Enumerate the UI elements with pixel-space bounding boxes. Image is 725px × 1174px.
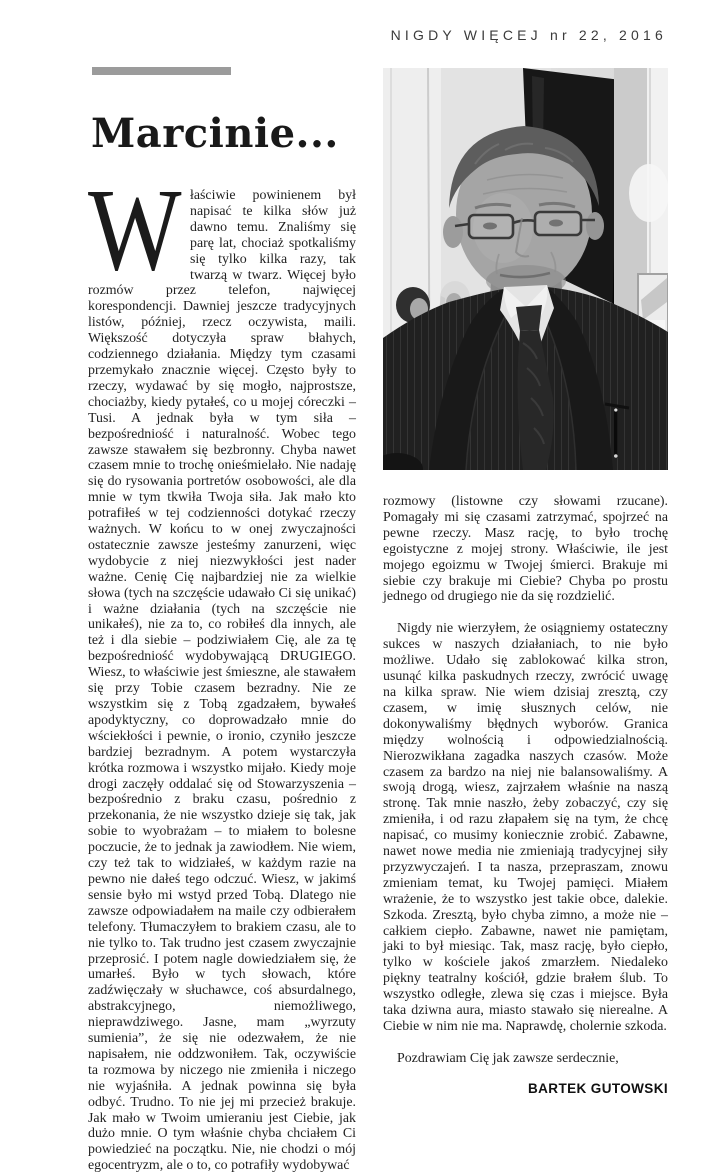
opening-paragraph-text: łaściwie powinienem był napisać te kilka słów już dawno temu. Znaliśmy się parę lat, chociaż spotkaliśmy się tylko kilka razy, tak twarzą w twarz. Więcej było rozmów przez telefon, najwięcej korespondencji. Dawniej jeszcze tradycyjnych listów, później, rzecz oczywista, maili. Większość dotyczyła spraw błahych, codziennego działania. Między tym czasami przemykało znacznie więcej. Często były to rzeczy, wydawać by się mogło, najprostsze, chociażby, kiedy pytałeś, co u mojej córeczki – Tusi. A jednak była w tym siła – bezpośredniość i naturalność. Wobec tego zawsze stawałem się bezbronny. Chyba nawet czasem mnie to trochę onieśmielało. Nie nadaję się do rysowania portretów osobowości, ale dla mnie w tym tkwiła Twoja siła. Jak mało kto potrafiłeś w tej codzienności dotykać rzeczy ważnych. W końcu to w onej zwyczajności ostatecznie zawsze jesteśmy zanurzeni, więc wydobycie z niej niezwykłości jest nader ważne. Cenię Cię najbardziej nie za wielkie słowa (tych na szczęście udawało Ci się unikać) i ważne działania (tych na szczęście nie unikałeś), nie za to, co robiłeś dla innych, ale też i dla siebie – podziwiałem Cię, ale za tę bezpośredniość wydobywającą DRUGIEGO. Wiesz, to właściwie jest śmieszne, ale stawałem się przy Tobie czasem bezradny. Nie ze wszystkim się z Tobą zgadzałem, bywałeś apodyktyczny, co doprowadzało mnie do wściekłości i pewnie, o ironio, czyniło jeszcze bardziej bezradnym. A potem wystarczyła krótka rozmowa i wszystko mijało. Kiedy moje drogi zaczęły oddalać się od Stowarzyszenia – bezpośrednio z braku czasu, pośrednio z przekonania, że nie wszystko dzieje się tak, jak sobie to wyobrażam – to miałem to bolesne poczucie, że to jednak ja zawiodłem. Nie wiem, czy też tak to widziałeś, w każdym razie na pewno nie dałeś tego odczuć. Wiesz, w jakimś sensie było mi wstyd przed Tobą. Dlatego nie zawsze odpowiadałem na maile czy odbierałem telefony. Tłumaczyłem to brakiem czasu, ale to nie tylko to. Tak trudno jest czasem zwyczajnie przeprosić. I potem nagle dowiedziałem się, że umarłeś. Było w tych słowach, które zadźwięczały w słuchawce, coś absurdalnego, abstrakcyjnego, niemożliwego, nieprawdziwego. Jasne, mam „wyrzuty sumienia”, że się nie odezwałem, że nie napisałem, nie oddzwoniłem. Tak, oczywiście ta rozmowa by niczego nie zmieniła i niczego nie wyjaśniła. A jednak powinna się była odbyć. Trudno. To nie jej mi przecież brakuje. Jak mało w Twoim umieraniu jest Ciebie, jak dużo mnie. O tym właśnie chyba chciałem Ci powiedzieć na początku. Nie, nie chodzi o mój egocentryzm, ale o to, co potrafiły wydobywać	[88, 188, 356, 1174]
magazine-issue-header: NIGDY WIĘCEJ nr 22, 2016	[390, 27, 667, 43]
author-signature: BARTEK GUTOWSKI	[528, 1080, 668, 1096]
right-text-column	[383, 494, 668, 1097]
title-accent-bar	[92, 67, 231, 75]
portrait-photo	[383, 68, 668, 470]
body-paragraph: Nigdy nie wierzyłem, że osiągniemy ostateczny sukces w naszych działaniach, to nie było możliwe. Udało się zablokować kilka stron, usunąć kilka paskudnych rzeczy, zwrócić uwagę na kilka spraw. Nie wiem dzisiaj zresztą, czy czasem, w imię słusznych celów, nie dokonywaliśmy błędnych wyborów. Granica między wolnością i odpowiedzialnością. Nierozwikłana zagadka naszych czasów. Może czasem za bardzo na niej nie balansowaliśmy. A swoją drogą, wiesz, zajrzałem właśnie na naszą stronę. Tak mnie naszło, żeby zobaczyć, czy się zmieniła, i od razu złapałem się na tym, że chcę napisać, co musimy koniecznie zrobić. Zabawne, nawet nowe media nie zmieniają tradycyjnej siły przyzwyczajeń. I ta nasza, przepraszam, znowu zmieniam temat, ku Twojej pamięci. Miałem wrażenie, że to wszystko jest takie obce, dalekie. Szkoda. Zresztą, było chyba zimno, a może nie – całkiem ciepło. Zabawne, nawet nie pamiętam, jaki to był miesiąc. Tak, masz rację, było ciepło, tylko w kościele jakoś zmarzłem. Niedaleko piękny teatralny kościół, gdzie brałem ślub. To wszystko odległe, zlewa się czas i miejsce. Była taka dziwna aura, miasto stawało się nierealne. A Ciebie w nim nie ma. Naprawdę, cholernie szkoda.	[383, 621, 668, 1034]
opening-paragraph	[88, 164, 356, 1174]
continuation-paragraph: rozmowy (listowne czy słowami rzucane). Pomagały mi się czasami zatrzymać, spojrzeć na pewne rzeczy. Masz rację, to było trochę egoistyczne z mojej strony. Właściwie, ile jest mojego egoizmu w Twojej śmierci. Brakuje mi siebie czy brakuje mi Ciebie? Chyba po prostu jednego od drugiego nie da się rozdzielić.	[383, 494, 668, 605]
portrait-photo-illustration	[383, 68, 668, 470]
closing-line: Pozdrawiam Cię jak zawsze serdecznie,	[397, 1050, 619, 1066]
article-title: Marcinie...	[91, 109, 339, 157]
drop-cap: W	[88, 164, 182, 295]
left-text-column	[88, 164, 356, 1174]
